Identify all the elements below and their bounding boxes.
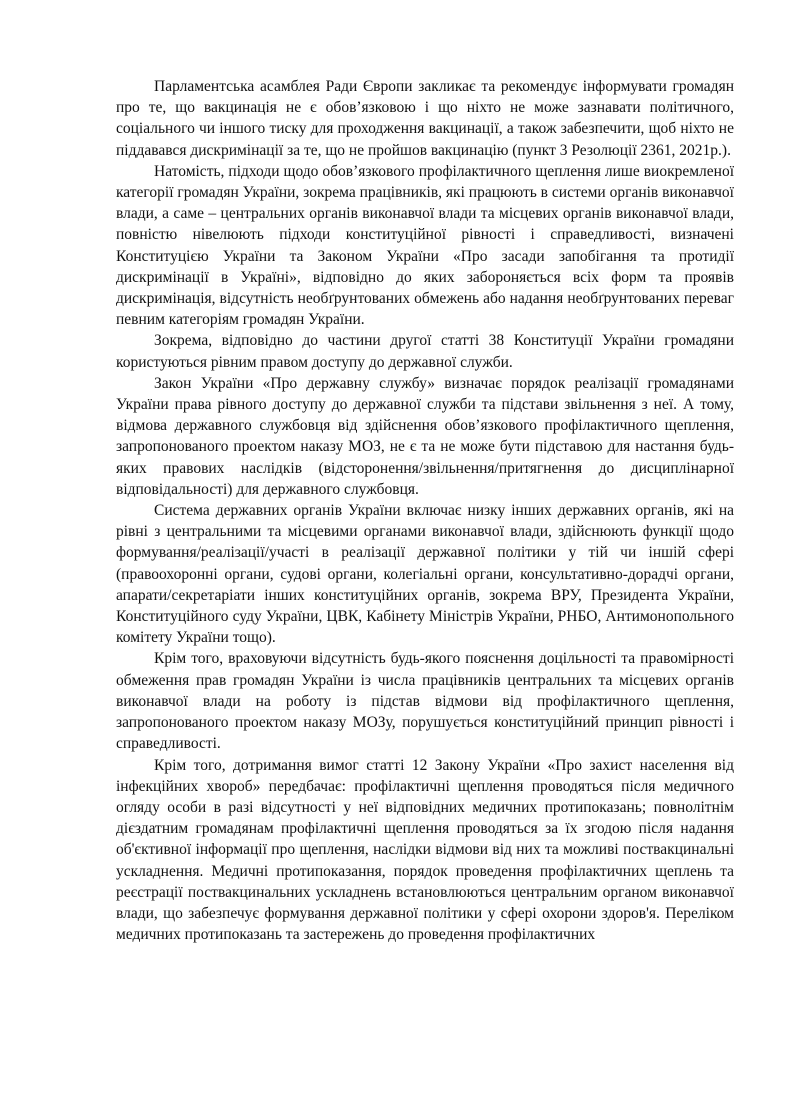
- paragraph-restriction-justification: Крім того, враховуючи відсутність будь-якого пояснення доцільності та правомірності обмеження прав громадян України із числа працівників центральних та місцевих органів виконавчої влади на роботу із підстав відмови від профілактичного щеплення, запропонованого проектом наказу МОЗу, порушується конституційний принцип рівності і справедливості.: [116, 650, 734, 753]
- document-body: [116, 76, 734, 945]
- paragraph-equality-approach: Натомість, підходи щодо обовʼязкового профілактичного щеплення лише виокремленої категорії громадян України, зокрема працівників, які працюють в системи органів виконавчої влади, а саме – центральних органів виконавчої влади та місцевих органів виконавчої влади, повністю нівелюють підходи конституційної рівності і справедливості, визначені Конституцією України та Законом України «Про засади запобігання та протидії дискримінації в Україні», відповідно до яких забороняється всіх форм та проявів дискримінація, відсутність необґрунтованих обмежень або надання необґрунтованих переваг певним категоріям громадян України.: [116, 162, 734, 329]
- paragraph-infectious-diseases-law: Крім того, дотримання вимог статті 12 Закону України «Про захист населення від інфекційних хвороб» передбачає: профілактичні щеплення проводяться після медичного огляду особи в разі відсутності у неї відповідних медичних протипоказань; повнолітнім дієздатним громадянам профілактичні щеплення проводяться за їх згодою після надання об'єктивної інформації про щеплення, наслідки відмови від них та можливі поствакцинальні ускладнення. Медичні протипоказання, порядок проведення профілактичних щеплень та реєстрації поствакцинальних ускладнень встановлюються центральним органом виконавчої влади, що забезпечує формування державної політики у сфері охорони здоров'я. Переліком медичних протипоказань та застережень до проведення профілактичних: [116, 756, 734, 944]
- paragraph-pace-resolution: Парламентська асамблея Ради Європи закликає та рекомендує інформувати громадян про те, що вакцинація не є обовʼязковою і що ніхто не може зазнавати політичного, соціального чи іншого тиску для проходження вакцинації, а також забезпечити, щоб ніхто не піддавався дискримінації за те, що не пройшов вакцинацію (пункт 3 Резолюції 2361, 2021р.).: [116, 78, 734, 159]
- paragraph-state-bodies-system: Система державних органів України включає низку інших державних органів, які на рівні з центральними та місцевими органами виконавчої влади, здійснюють функції щодо формування/реалізації/участі в реалізації державної політики у тій чи іншій сфері (правоохоронні органи, судові органи, колегіальні органи, консультативно-дорадчі органи, апарати/секретаріати інших конституційних органів, зокрема ВРУ, Президента України, Конституційного суду України, ЦВК, Кабінету Міністрів України, РНБО, Антимонопольного комітету України тощо).: [116, 502, 734, 647]
- paragraph-constitution-article-38: Зокрема, відповідно до частини другої статті 38 Конституції України громадяни користуються рівним правом доступу до державної служби.: [116, 332, 734, 371]
- paragraph-civil-service-law: Закон України «Про державну службу» визначає порядок реалізації громадянами України права рівного доступу до державної служби та підстави звільнення з неї. А тому, відмова державного службовця від здійснення обовʼязкового профілактичного щеплення, запропонованого проектом наказу МОЗ, не є та не може бути підставою для настання будь-яких правових наслідків (відсторонення/звільнення/притягнення до дисциплінарної відповідальності) для державного службовця.: [116, 374, 734, 498]
